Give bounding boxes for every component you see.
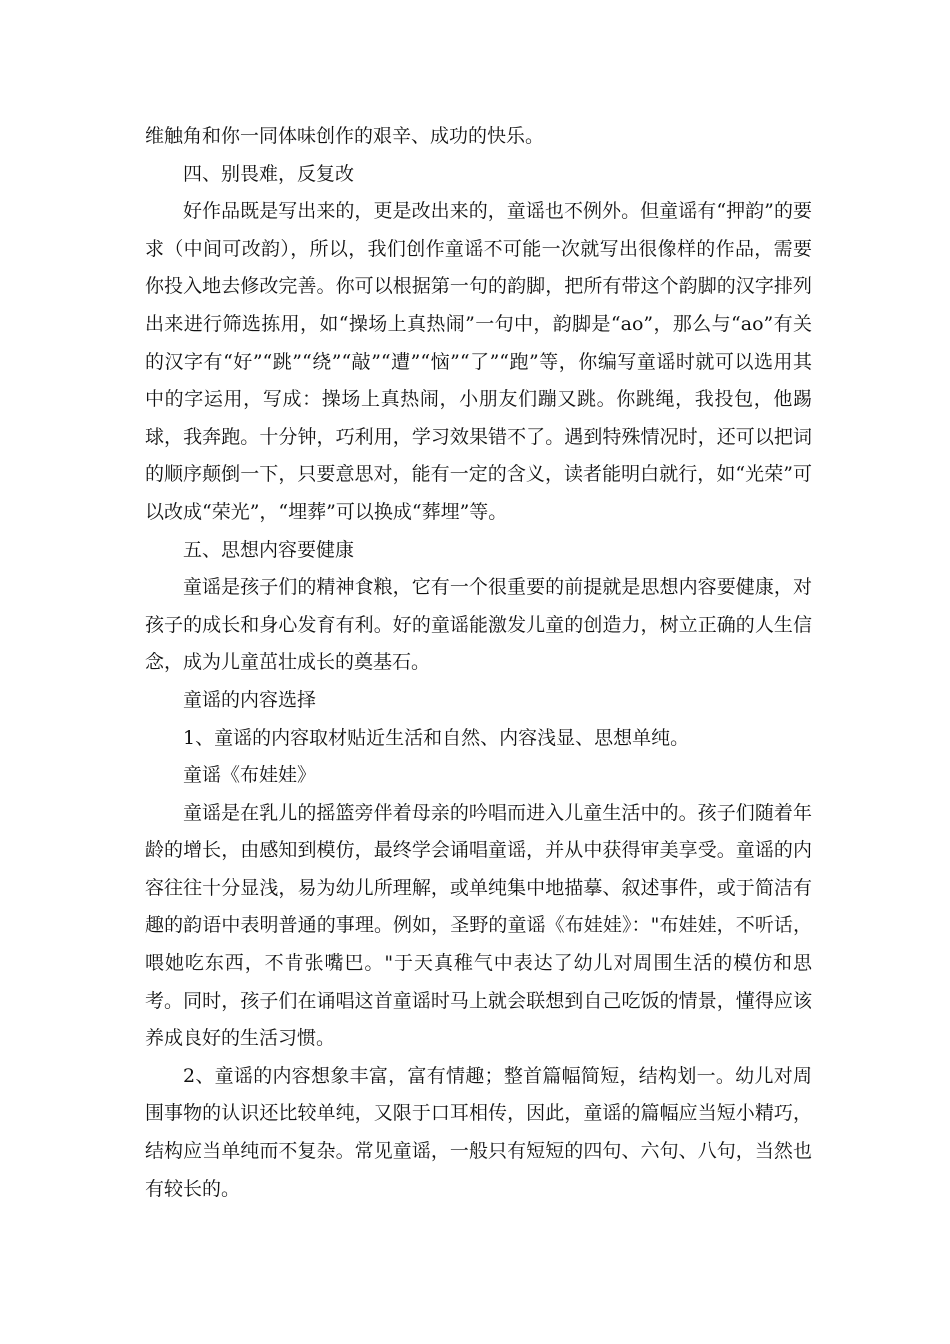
subheading-rag-doll: 童谣《布娃娃》 <box>183 764 317 787</box>
subheading-content-choice: 童谣的内容选择 <box>183 688 317 711</box>
paragraph-continuation: 维触角和你一同体味创作的艰辛、成功的快乐。 <box>145 125 545 147</box>
list-item-1: 1、童谣的内容取材贴近生活和自然、内容浅显、思想单纯。 <box>183 726 690 749</box>
paragraph-revise: 好作品既是写出来的，更是改出来的，童谣也不例外。但童谣有“押韵”的要求（中间可改韵），所以，我们创作童谣不可能一次就写出很像样的作品，需要你投入地去修改完善。你可以根据第一句的韵脚，把所有带这个韵脚的汉字排列出来进行筛选拣用，如“操场上真热闹”一句中，韵脚是“ao”，那么与“ao”有关的汉字有“好”“跳”“绕”“敲”“遭”“恼”“了”“跑”等，你编写童谣时就可以选用其中的字运用，写成：操场上真热闹，小朋友们蹦又跳。你跳绳，我投包，他踢球，我奔跑。十分钟，巧利用，学习效果错不了。遇到特殊情况时，还可以把词的顺序颠倒一下，只要意思对，能有一定的含义，读者能明白就行，如“光荣”可以改成“荣光”，“埋葬”可以换成“葬埋”等。 <box>145 200 812 523</box>
list-item-2: 2、童谣的内容想象丰富，富有情趣；整首篇幅简短，结构划一。幼儿对周围事物的认识还比较单纯，又限于口耳相传，因此，童谣的篇幅应当短小精巧，结构应当单纯而不复杂。常见童谣，一般只有短短的四句、六句、八句，当然也有较长的。 <box>145 1064 812 1200</box>
section-heading-5: 五、思想内容要健康 <box>183 538 355 561</box>
paragraph-rag-doll: 童谣是在乳儿的摇篮旁伴着母亲的吟唱而进入儿童生活中的。孩子们随着年龄的增长，由感知到模仿，最终学会诵唱童谣，并从中获得审美享受。童谣的内容往往十分显浅，易为幼儿所理解，或单纯集中地描摹、叙述事件，或于简洁有趣的韵语中表明普通的事理。例如，圣野的童谣《布娃娃》："布娃娃，不听话，喂她吃东西，不肯张嘴巴。"于天真稚气中表达了幼儿对周围生活的模仿和思考。同时，孩子们在诵唱这首童谣时马上就会联想到自己吃饭的情景，懂得应该养成良好的生活习惯。 <box>145 801 812 1050</box>
section-heading-4: 四、别畏难，反复改 <box>183 162 355 185</box>
paragraph-healthy-content: 童谣是孩子们的精神食粮，它有一个很重要的前提就是思想内容要健康，对孩子的成长和身心发育有利。好的童谣能激发儿童的创造力，树立正确的人生信念，成为儿童茁壮成长的奠基石。 <box>145 576 812 674</box>
